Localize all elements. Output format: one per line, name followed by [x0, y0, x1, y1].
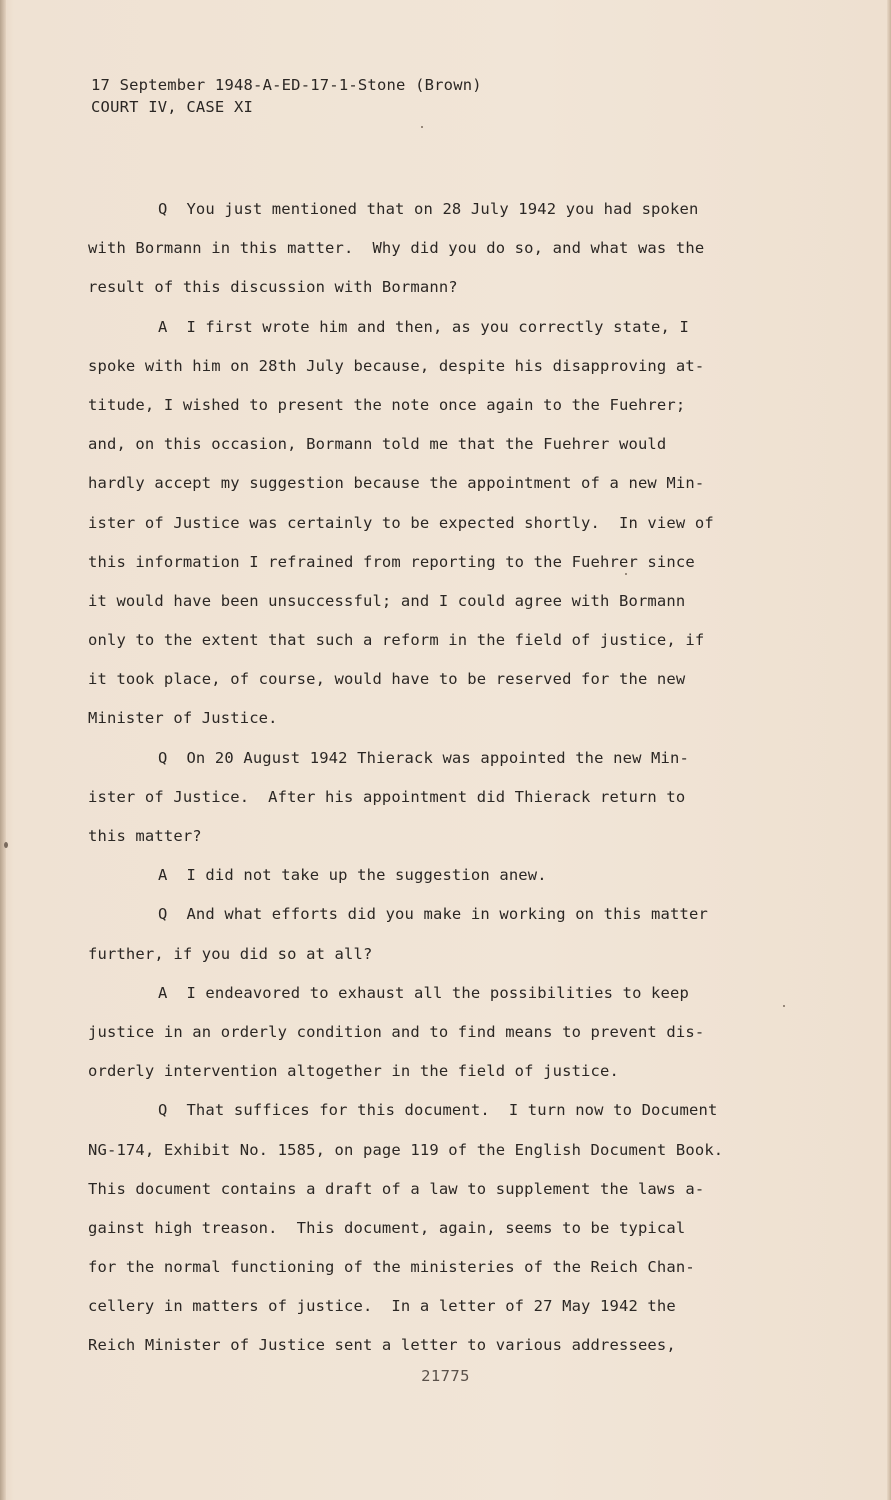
text-line: Q You just mentioned that on 28 July 1942 you had spoken: [158, 200, 699, 218]
text-line: orderly intervention altogether in the field of justice.: [88, 1062, 619, 1081]
paper-speck: [4, 842, 8, 848]
header-date-line: 17 September 1948-A-ED-17-1-Stone (Brown): [91, 76, 482, 94]
text-line: Minister of Justice.: [88, 709, 278, 728]
text-line: Q On 20 August 1942 Thierack was appointed the new Min-: [158, 748, 689, 767]
text-line: cellery in matters of justice. In a letter of 27 May 1942 the: [88, 1297, 676, 1316]
text-line: with Bormann in this matter. Why did you do so, and what was the: [88, 239, 705, 258]
text-line: Reich Minister of Justice sent a letter to various addressees,: [88, 1336, 676, 1355]
text-line: gainst high treason. This document, again, seems to be typical: [88, 1218, 686, 1237]
text-line: A I endeavored to exhaust all the possibilities to keep: [158, 983, 689, 1002]
text-line: further, if you did so at all?: [88, 944, 373, 963]
transcript-header: [91, 74, 482, 118]
text-line: and, on this occasion, Bormann told me that the Fuehrer would: [88, 435, 667, 454]
transcript-body: [88, 190, 738, 1366]
text-line: A I first wrote him and then, as you correctly state, I: [158, 317, 689, 336]
paper-speck: [625, 573, 627, 575]
text-line: titude, I wished to present the note once again to the Fuehrer;: [88, 395, 686, 414]
header-court-line: COURT IV, CASE XI: [91, 98, 254, 116]
paper-speck: [783, 1005, 785, 1007]
paper-speck: [421, 126, 423, 128]
text-line: for the normal functioning of the ministeries of the Reich Chan-: [88, 1258, 695, 1277]
page-left-edge: [0, 0, 6, 1500]
text-line: only to the extent that such a reform in the field of justice, if: [88, 631, 705, 650]
text-line: This document contains a draft of a law to supplement the laws a-: [88, 1179, 705, 1198]
text-line: hardly accept my suggestion because the appointment of a new Min-: [88, 474, 705, 493]
text-line: this information I refrained from reporting to the Fuehrer since: [88, 552, 695, 571]
text-line: it would have been unsuccessful; and I could agree with Bormann: [88, 591, 686, 610]
text-line: ister of Justice was certainly to be expected shortly. In view of: [88, 513, 714, 532]
text-line: it took place, of course, would have to be reserved for the new: [88, 670, 686, 689]
text-line: ister of Justice. After his appointment did Thierack return to: [88, 787, 686, 806]
page-number: 21775: [421, 1367, 470, 1385]
text-line: Q And what efforts did you make in working on this matter: [158, 905, 708, 924]
text-line: spoke with him on 28th July because, despite his disapproving at-: [88, 356, 705, 375]
text-line: result of this discussion with Bormann?: [88, 278, 458, 297]
text-line: this matter?: [88, 827, 202, 845]
text-line: justice in an orderly condition and to find means to prevent dis-: [88, 1022, 705, 1041]
text-line: A I did not take up the suggestion anew.: [158, 866, 547, 885]
text-line: NG-174, Exhibit No. 1585, on page 119 of the English Document Book.: [88, 1140, 724, 1159]
page-right-edge: [887, 0, 891, 1500]
text-line: Q That suffices for this document. I turn now to Document: [158, 1101, 718, 1120]
